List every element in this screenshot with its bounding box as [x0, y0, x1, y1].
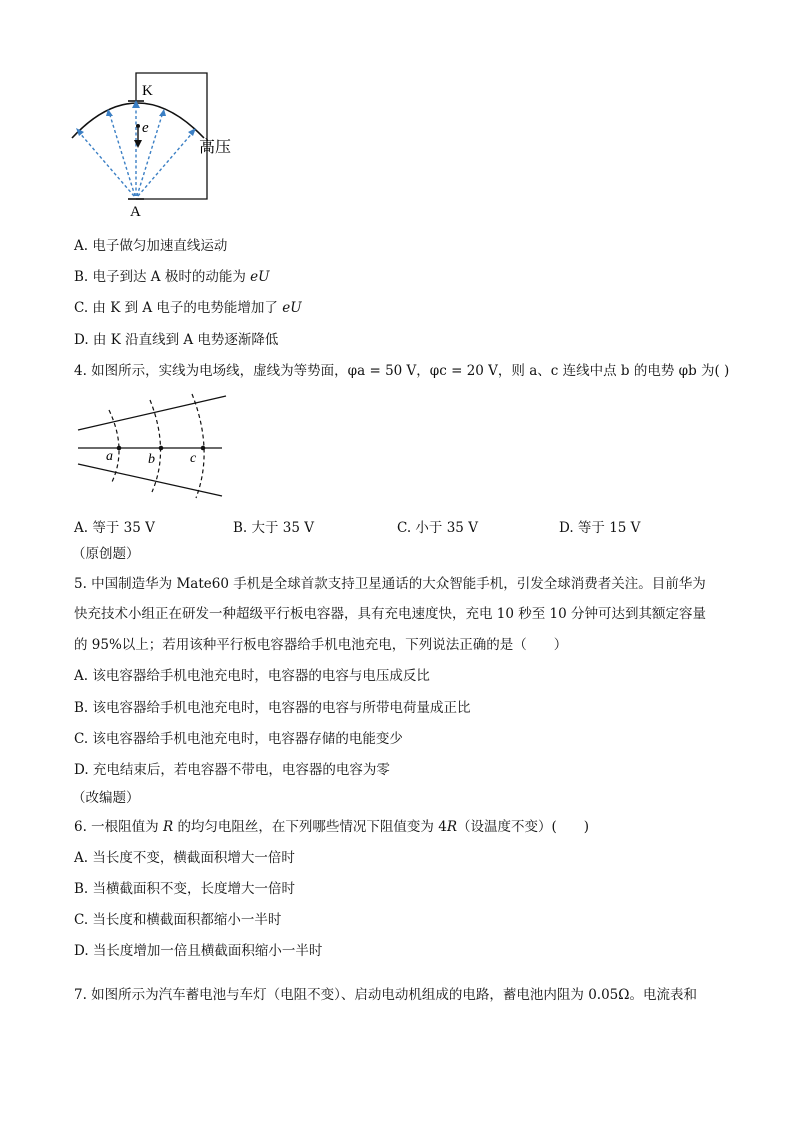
label-a: A [130, 204, 141, 220]
q6-resistance-symbol-2: R [446, 819, 457, 835]
q3-option-a: A. 电子做匀加速直线运动 [74, 238, 228, 254]
q6-stem-part3: （设温度不变）( ) [457, 819, 590, 835]
label-high-voltage: 高压 [199, 137, 232, 156]
q6-resistance-symbol: R [162, 819, 174, 835]
q3-option-b [74, 265, 270, 285]
q6-option-d: D. 当长度增加一倍且横截面积缩小一半时 [74, 943, 323, 959]
field-line-upper [78, 396, 226, 430]
equipotential-b [150, 400, 161, 492]
label-point-b: b [148, 452, 155, 467]
q5-option-c: C. 该电容器给手机电池充电时，电容器存储的电能变少 [74, 731, 403, 747]
point-b [159, 446, 164, 451]
q3-option-b-text: B. 电子到达 A 极时的动能为 [74, 269, 246, 285]
q6-stem-part1: 6. 一根阻值为 [74, 819, 159, 835]
q3-option-b-math: eU [250, 269, 270, 285]
label-point-a: a [106, 449, 113, 464]
point-c [201, 446, 206, 451]
q4-option-b: B. 大于 35 V [233, 520, 315, 536]
q5-option-a: A. 该电容器给手机电池充电时，电容器的电容与电压成反比 [74, 668, 430, 684]
q6-option-b: B. 当横截面积不变，长度增大一倍时 [74, 881, 296, 897]
q3-option-c-math: eU [282, 300, 302, 316]
label-k: K [142, 83, 153, 99]
q3-option-c [74, 296, 302, 316]
electron-arrow-head [134, 140, 142, 148]
source-tag-original: （原创题） [72, 546, 140, 562]
q5-stem-line1: 5. 中国制造华为 Mate60 手机是全球首款支持卫星通话的大众智能手机，引发全球消费者关注。目前华为 [74, 576, 706, 592]
field-lines-figure [74, 392, 234, 500]
field-line-lower [78, 464, 222, 496]
label-point-c: c [190, 451, 197, 466]
q4-option-c: C. 小于 35 V [397, 520, 478, 536]
q6-option-a: A. 当长度不变，横截面积增大一倍时 [74, 850, 295, 866]
field-arrow-head [159, 109, 166, 116]
q5-stem-line3: 的 95%以上；若用该种平行板电容器给手机电池充电，下列说法正确的是（ ） [74, 637, 568, 653]
q6-option-c: C. 当长度和横截面积都缩小一半时 [74, 912, 282, 928]
q5-stem-line2: 快充技术小组正在研发一种超级平行板电容器，具有充电速度快，充电 10 秒至 10 分钟可达到其额定容量 [74, 606, 707, 622]
q7-stem-line1: 7. 如图所示为汽车蓄电池与车灯（电阻不变）、启动电动机组成的电路，蓄电池内阻为 0.05Ω。电流表和 [74, 987, 697, 1003]
q6-stem [74, 815, 589, 835]
field-arrow-head [188, 128, 196, 136]
q4-stem: 4. 如图所示，实线为电场线，虚线为等势面，φa = 50 V，φc = 20 V，则 a、c 连线中点 b 的电势 φb 为( ) [74, 363, 730, 379]
q3-option-d: D. 由 K 沿直线到 A 电势逐渐降低 [74, 332, 279, 348]
q4-option-a: A. 等于 35 V [74, 520, 155, 536]
field-line [137, 112, 163, 196]
point-a [117, 446, 122, 451]
electron-gun-figure [62, 68, 252, 220]
q5-option-b: B. 该电容器给手机电池充电时，电容器的电容与所带电荷量成正比 [74, 700, 471, 716]
label-e: e [142, 120, 149, 136]
field-line [109, 112, 135, 196]
q4-option-d: D. 等于 15 V [559, 520, 641, 536]
source-tag-adapted: （改编题） [72, 790, 140, 806]
q5-option-d: D. 充电结束后，若电容器不带电，电容器的电容为零 [74, 762, 390, 778]
q6-stem-part2: 的均匀电阻丝，在下列哪些情况下阻值变为 4 [177, 819, 447, 835]
electron-dot [136, 124, 140, 128]
q3-option-c-text: C. 由 K 到 A 电子的电势能增加了 [74, 300, 278, 316]
